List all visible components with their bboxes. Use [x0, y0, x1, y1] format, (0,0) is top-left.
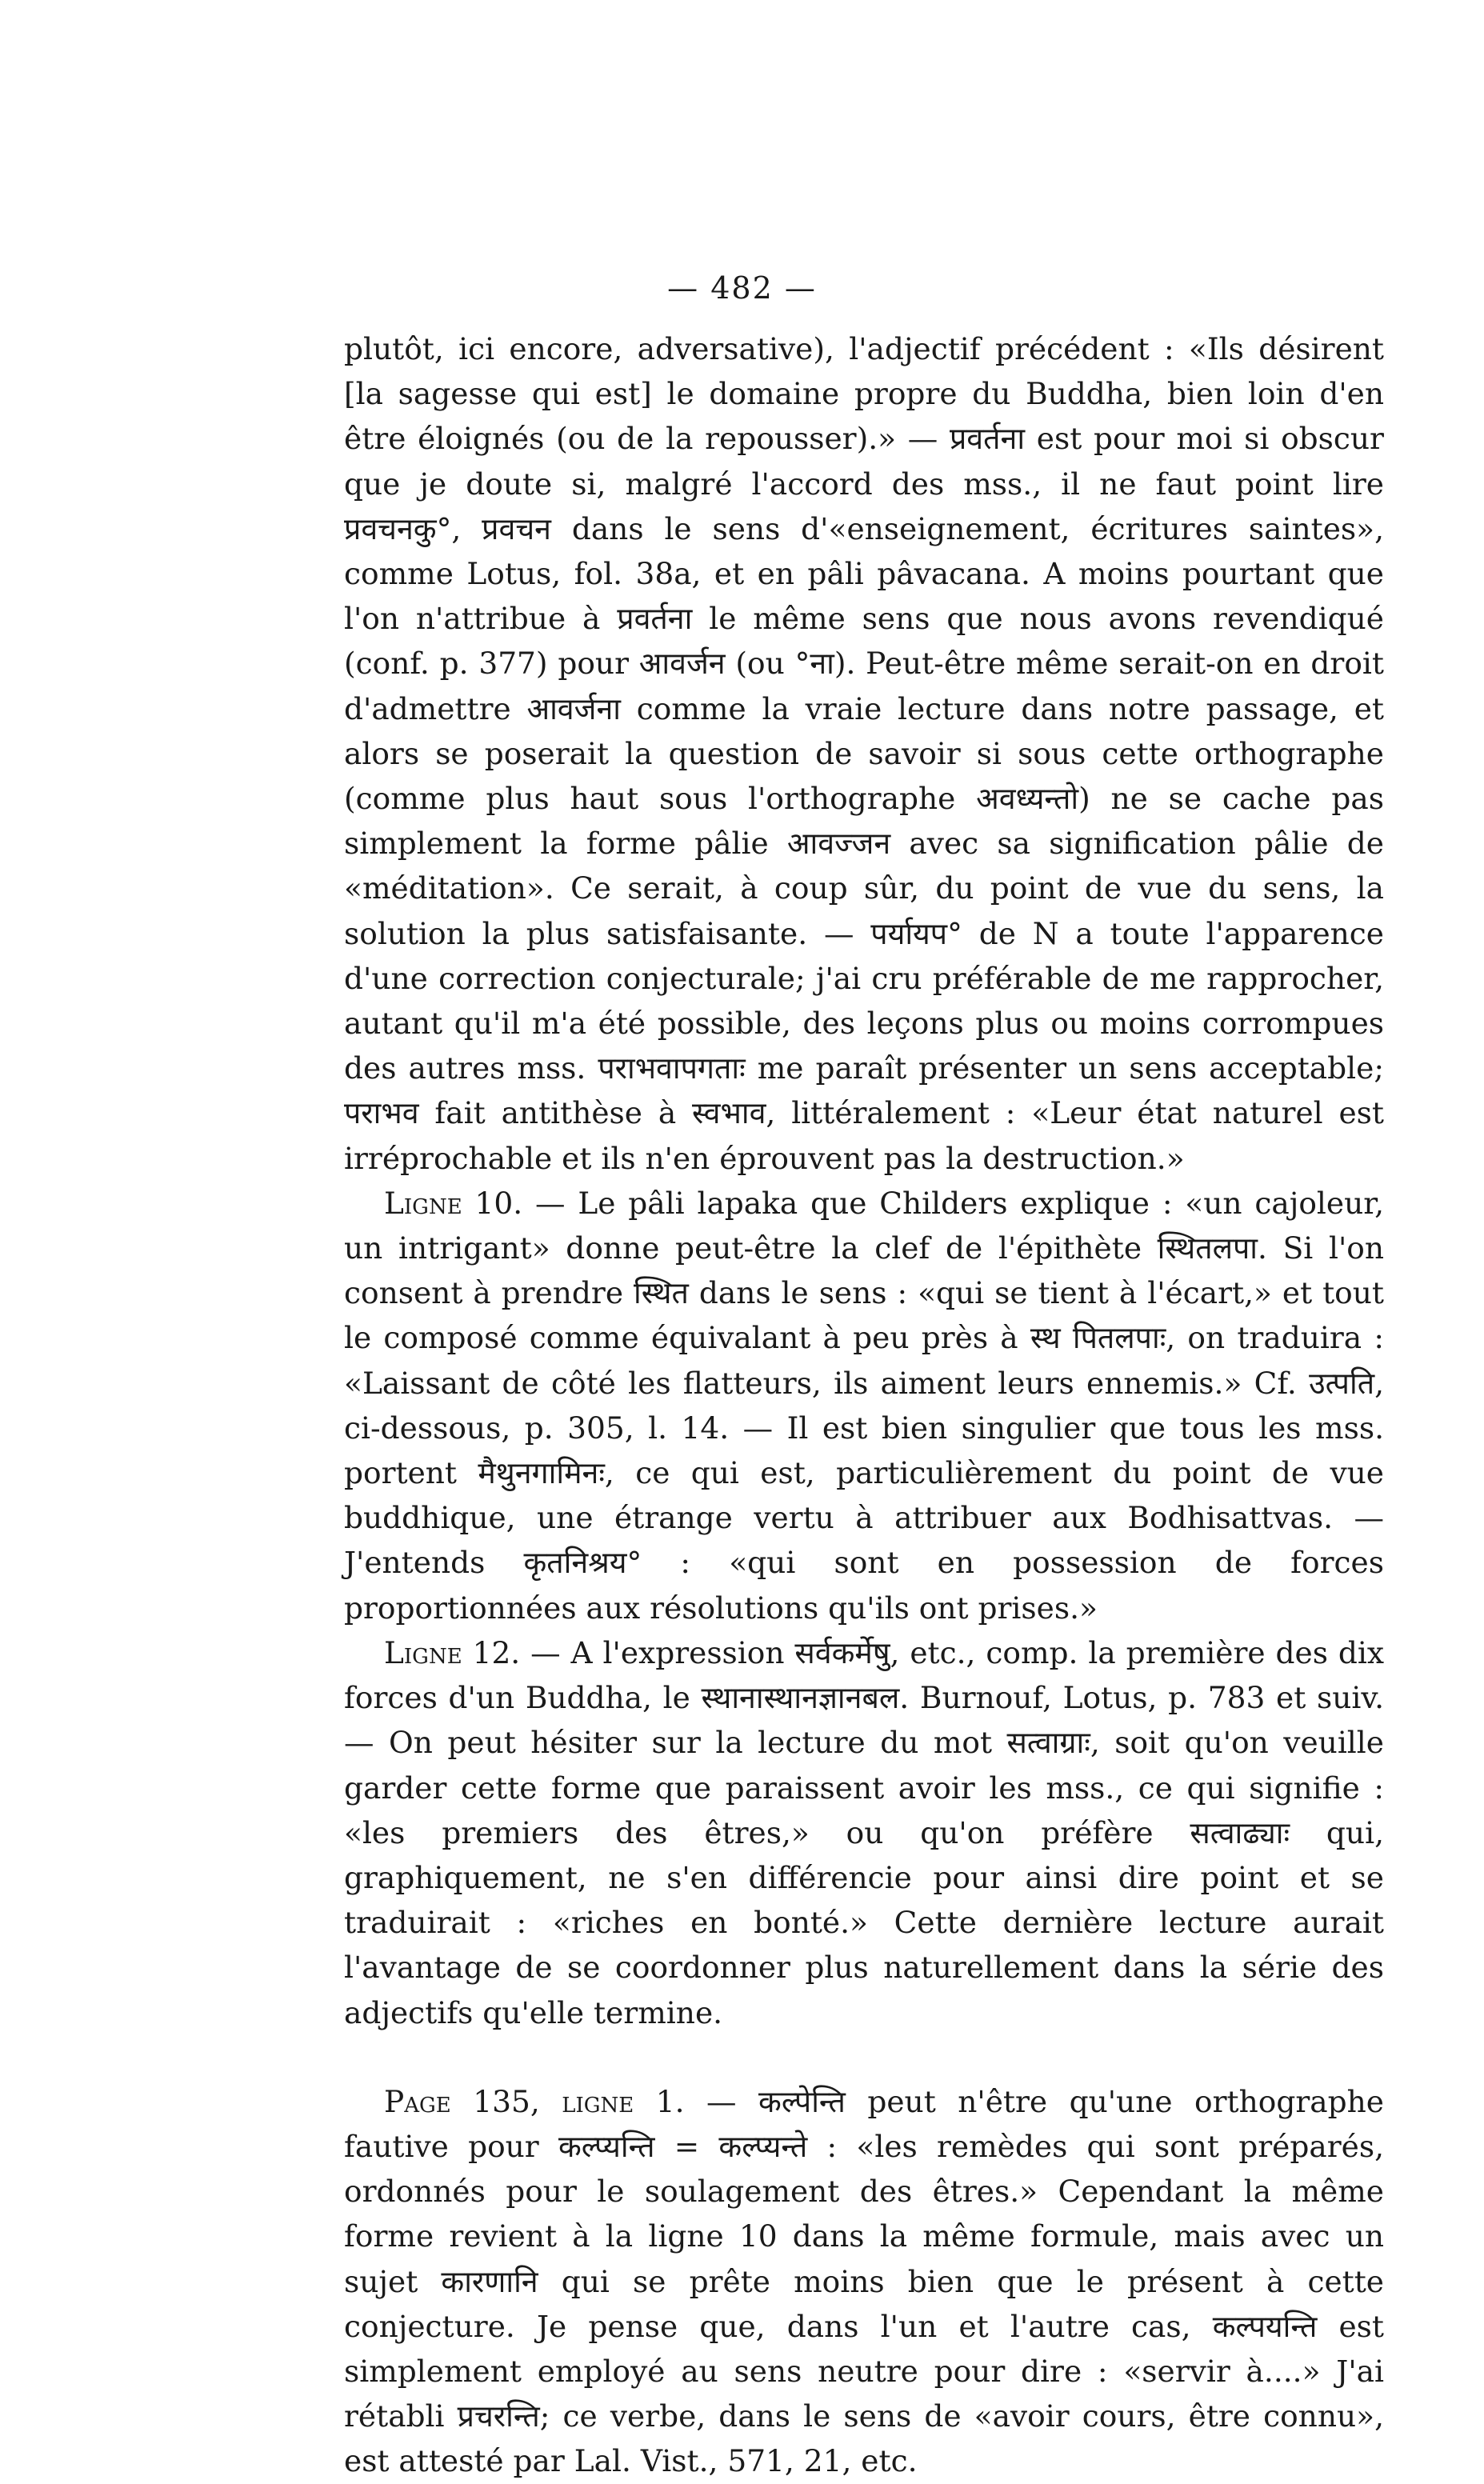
- section-label-ligne-10: Ligne 10.: [384, 1185, 523, 1221]
- section-label-page-135: Page 135, ligne 1.: [384, 2083, 685, 2119]
- paragraph-ligne-10: [344, 1181, 1384, 1630]
- paragraph-ligne-12: [344, 1630, 1384, 2035]
- paragraph-1-text: plutôt, ici encore, adversative), l'adjectif précédent : «Ils désirent [la sagesse qui est] le domaine propre du Buddha, bien loin d'en être éloignés (ou de la repousser).» — प्रवर्तना est pour moi si obscur que je doute si, malgré l'accord des mss., il ne faut point lire प्रवचनकु°, प्रवचन dans le sens d'«enseignement, écritures saintes», comme Lotus, fol. 38a, et en pâli pâvacana. A moins pourtant que l'on n'attribue à प्रवर्तना le même sens que nous avons revendiqué (conf. p. 377) pour आवर्जन (ou °ना). Peut-être même serait-on en droit d'admettre आवर्जना comme la vraie lecture dans notre passage, et alors se poserait la question de savoir si sous cette orthographe (comme plus haut sous l'orthographe अवध्यन्तो) ne se cache pas simplement la forme pâlie आवज्जन avec sa signification pâlie de «méditation». Ce serait, à coup sûr, du point de vue du sens, la solution la plus satisfaisante. — पर्यायप° de N a toute l'apparence d'une correction conjecturale; j'ai cru préférable de me rapprocher, autant qu'il m'a été possible, des leçons plus ou moins corrompues des autres mss. पराभवापगताः me paraît présenter un sens acceptable; पराभव fait antithèse à स्वभाव, littéralement : «Leur état naturel est irréprochable et ils n'en éprouvent pas la destruction.»: [344, 331, 1384, 1176]
- paragraph-ligne-12-text: — A l'expression सर्वकर्मेषु, etc., comp. la première des dix forces d'un Buddha, le स्थानास्थानज्ञानबल. Burnouf, Lotus, p. 783 et suiv. — On peut hésiter sur la lecture du mot सत्वाग्राः, soit qu'on veuille garder cette forme que paraissent avoir les mss., ce qui signifie : «les premiers des êtres,» ou qu'on préfère सत्वाढ्याः qui, graphiquement, ne s'en différencie pour ainsi dire point et se traduirait : «riches en bonté.» Cette dernière lecture aurait l'avantage de se coordonner plus naturellement dans la série des adjectifs qu'elle termine.: [344, 1634, 1385, 2030]
- paragraph-ligne-10-text: — Le pâli lapaka que Childers explique : «un cajoleur, un intrigant» donne peut-être la clef de l'épithète स्थितलपा. Si l'on consent à prendre स्थित dans le sens : «qui se tient à l'écart,» et tout le composé comme équivalant à peu près à स्थ पितलपाः, on traduira : «Laissant de côté les flatteurs, ils aiment leurs ennemis.» Cf. उत्पति, ci-dessous, p. 305, l. 14. — Il est bien singulier que tous les mss. portent मैथुनगामिनः, ce qui est, particulièrement du point de vue buddhique, une étrange vertu à attribuer aux Bodhisattvas. — J'entends कृतनिश्रय° : «qui sont en possession de forces proportionnées aux résolutions qu'ils ont prises.»: [344, 1185, 1384, 1626]
- body-text: [344, 326, 1384, 2484]
- paragraph-1: [344, 326, 1384, 1181]
- section-label-ligne-12: Ligne 12.: [384, 1634, 521, 1670]
- paragraph-page-135-text: — कल्पेन्ति peut n'être qu'une orthographe fautive pour कल्प्यन्ति = कल्प्यन्ते : «les remèdes qui sont préparés, ordonnés pour le soulagement des êtres.» Cependant la même forme revient à la ligne 10 dans la même formule, mais avec un sujet कारणानि qui se prête moins bien que le présent à cette conjecture. Je pense que, dans l'un et l'autre cas, कल्पयन्ति est simplement employé au sens neutre pour dire : «servir à....» J'ai rétabli प्रचरन्ति; ce verbe, dans le sens de «avoir cours, être connu», est attesté par Lal. Vist., 571, 21, etc.: [344, 2083, 1384, 2479]
- paragraph-page-135: [344, 2079, 1384, 2484]
- page-number: — 482 —: [667, 270, 817, 306]
